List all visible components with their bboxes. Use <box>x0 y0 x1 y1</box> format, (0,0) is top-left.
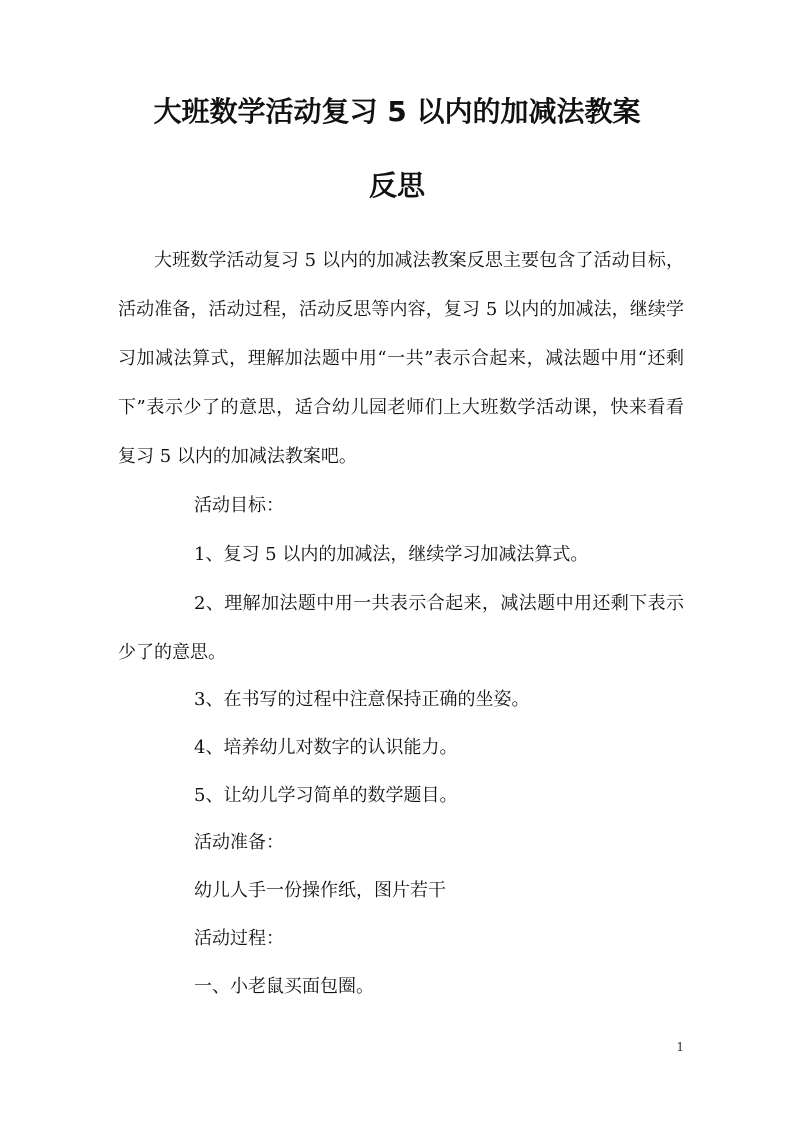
preparation-item-1: 幼儿人手一份操作纸，图片若干 <box>194 880 446 901</box>
document-title-line-2: 反思 <box>368 169 425 202</box>
intro-paragraph: 大班数学活动复习 5 以内的加减法教案反思主要包含了活动目标，活动准备，活动过程，活动反思等内容，复习 5 以内的加减法，继续学习加减法算式，理解加法题中用“一共”表示合起来，减法题中用“还剩下”表示少了的意思，适合幼儿园老师们上大班数学活动课，快来看看复习 5 以内的加减法教案吧。 <box>118 250 684 467</box>
goal-item-4: 4、培养幼儿对数字的认识能力。 <box>194 737 458 758</box>
process-heading: 活动过程： <box>194 928 284 949</box>
goal-item-3: 3、在书写的过程中注意保持正确的坐姿。 <box>194 689 530 710</box>
page-number: 1 <box>676 1040 684 1054</box>
goals-heading: 活动目标： <box>194 495 284 516</box>
process-step-1: 一、小老鼠买面包圈。 <box>194 976 374 997</box>
document-title-line-1: 大班数学活动复习 5 以内的加减法教案 <box>153 95 641 128</box>
goal-item-1: 1、复习 5 以内的加减法，继续学习加减法算式。 <box>194 544 589 565</box>
goal-item-2: 2、理解加法题中用一共表示合起来，减法题中用还剩下表示少了的意思。 <box>118 593 684 663</box>
preparation-heading: 活动准备： <box>194 832 284 853</box>
goal-item-5: 5、让幼儿学习简单的数学题目。 <box>194 785 458 806</box>
